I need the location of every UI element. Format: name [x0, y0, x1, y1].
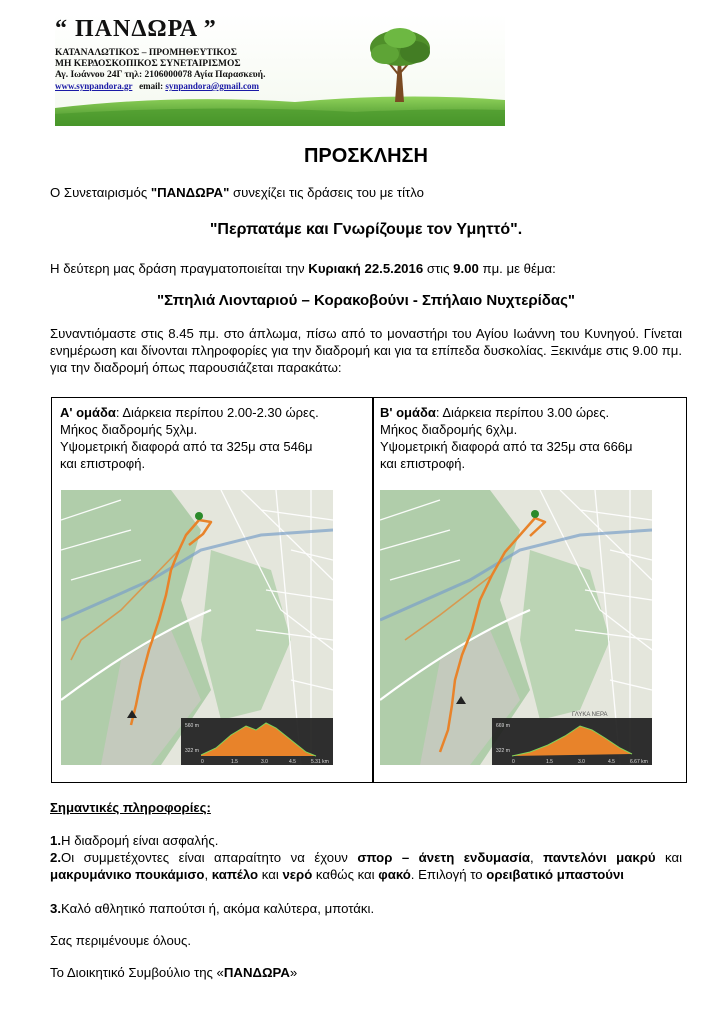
- website-link[interactable]: www.synpandora.gr: [55, 81, 133, 91]
- group-a-route-map: [61, 490, 333, 765]
- group-a-length: Μήκος διαδρομής 5χλμ.: [60, 422, 198, 437]
- group-a-cell: [60, 404, 365, 472]
- group-b-label: Β' ομάδα: [380, 405, 436, 420]
- intro-text: Ο Συνεταιρισμός: [50, 185, 151, 200]
- info-item-1: [50, 832, 682, 849]
- group-b-length: Μήκος διαδρομής 6χλμ.: [380, 422, 518, 437]
- elev-tick: 0: [201, 759, 204, 765]
- signature-org: ΠΑΝΔΩΡΑ: [223, 965, 290, 980]
- info-item-number: 1.: [50, 833, 61, 848]
- info-text: ,: [204, 867, 212, 882]
- group-b-return: και επιστροφή.: [380, 456, 466, 471]
- info-heading: Σημαντικές πληροφορίες:: [50, 800, 211, 815]
- group-b-line1: [380, 404, 685, 421]
- info-text: και: [258, 867, 283, 882]
- letterhead: [55, 14, 505, 126]
- intro-paragraph: [50, 184, 682, 201]
- elev-tick: 1.5: [546, 759, 553, 765]
- place-label: ΓΛΥΚΑ ΝΕΡΑ: [572, 712, 608, 718]
- info-text: Οι συμμετέχοντες είναι απαραίτητο να έχουν: [61, 850, 358, 865]
- table-divider: [372, 398, 374, 782]
- group-b-route-map: [380, 490, 652, 765]
- info-bold: φακό: [378, 867, 411, 882]
- event-text-end: πμ. με θέμα:: [478, 261, 556, 276]
- start-marker-icon: [531, 510, 539, 518]
- info-bold: ορειβατικό μπαστούνι: [486, 867, 624, 882]
- info-item-text: Η διαδρομή είναι ασφαλής.: [61, 833, 219, 848]
- group-b-elevation-profile: [492, 718, 652, 765]
- elev-bottom-label: 322 m: [185, 748, 199, 754]
- route-table: [51, 397, 687, 783]
- info-text: και: [655, 850, 682, 865]
- info-item-number: 2.: [50, 850, 61, 865]
- event-text: Η δεύτερη μας δράση πραγματοποιείται την: [50, 261, 309, 276]
- info-text: καθώς και: [312, 867, 379, 882]
- org-nonprofit-line: ΜΗ ΚΕΡΔΟΣΚΟΠΙΚΟΣ ΣΥΝΕΤΑΙΡΙΣΜΟΣ: [55, 59, 241, 69]
- info-item-3: [50, 900, 682, 917]
- org-name: “ ΠΑΝΔΩΡΑ ”: [55, 16, 217, 42]
- elev-tick: 1.5: [231, 759, 238, 765]
- group-a-elevation-profile: [181, 718, 333, 765]
- elev-top-label: 560 m: [185, 723, 199, 729]
- info-bold: σπορ – άνετη ενδυμασία: [357, 850, 530, 865]
- org-contact-line: [55, 81, 259, 91]
- elev-tick: 3.0: [261, 759, 268, 765]
- signature-text-end: »: [289, 965, 298, 980]
- group-a-elevation: Υψομετρική διαφορά από τα 325μ στα 546μ: [60, 439, 313, 454]
- document-title: ΠΡΟΣΚΛΗΣΗ: [303, 145, 428, 167]
- route-title: "Σπηλιά Λιονταριού – Κορακοβούνι - Σπήλαιο Νυχτερίδας": [156, 292, 576, 309]
- group-a-label: Α' ομάδα: [60, 405, 116, 420]
- email-label: email:: [139, 81, 164, 91]
- elev-top-label: 669 m: [496, 723, 510, 729]
- info-item-2: [50, 849, 682, 883]
- signature-line: [50, 964, 682, 981]
- elev-tick: 3.0: [578, 759, 585, 765]
- org-type-line: ΚΑΤΑΝΑΛΩΤΙΚΟΣ – ΠΡΟΜΗΘΕΥΤΙΚΟΣ: [55, 48, 237, 58]
- elev-tick: 4.5: [289, 759, 296, 765]
- elev-tick: 5.31 km: [311, 759, 329, 765]
- info-bold: καπέλο: [211, 867, 259, 882]
- event-text-mid: στις: [423, 261, 454, 276]
- org-address-line: Αγ. Ιωάννου 24Γ τηλ: 2106000078 Αγία Παρασκευή.: [55, 70, 266, 80]
- group-b-duration: : Διάρκεια περίπου 3.00 ώρες.: [435, 405, 610, 420]
- elev-tick: 6.67 km: [630, 759, 648, 765]
- info-text: . Επιλογή το: [410, 867, 487, 882]
- info-text: ,: [530, 850, 544, 865]
- meeting-paragraph: Συναντιόμαστε στις 8.45 πμ. στο άπλωμα, πίσω από το μοναστήρι του Αγίου Ιωάννη του Κυνηγού. Γίνεται ενημέρωση και δίνονται πληροφορίες για την διαδρομή και για τα επίπεδα δυσκολίας. Ξεκινάμε στις 9.00 πμ. για την διαδρομή όπως παρουσιάζεται παρακάτω:: [50, 326, 682, 375]
- info-item-number: 3.: [50, 901, 61, 916]
- group-b-elevation: Υψομετρική διαφορά από τα 325μ στα 666μ: [380, 439, 633, 454]
- intro-org-name: "ΠΑΝΔΩΡΑ": [150, 185, 230, 200]
- elev-bottom-label: 322 m: [496, 748, 510, 754]
- signature-text: Το Διοικητικό Συμβούλιο της «: [50, 965, 224, 980]
- group-a-line1: [60, 404, 365, 421]
- event-date: Κυριακή 22.5.2016: [308, 261, 424, 276]
- event-time: 9.00: [453, 261, 479, 276]
- email-link[interactable]: synpandora@gmail.com: [165, 81, 259, 91]
- group-a-duration: : Διάρκεια περίπου 2.00-2.30 ώρες.: [115, 405, 319, 420]
- intro-text-end: συνεχίζει τις δράσεις του με τίτλο: [229, 185, 424, 200]
- group-b-cell: [380, 404, 685, 472]
- info-bold: μακρυμάνικο πουκάμισο: [50, 867, 205, 882]
- info-item-text: Καλό αθλητικό παπούτσι ή, ακόμα καλύτερα, μποτάκι.: [61, 901, 375, 916]
- group-a-return: και επιστροφή.: [60, 456, 146, 471]
- start-marker-icon: [195, 512, 203, 520]
- info-bold: παντελόνι μακρύ: [543, 850, 656, 865]
- event-date-paragraph: [50, 260, 682, 277]
- elev-tick: 4.5: [608, 759, 615, 765]
- info-bold: νερό: [282, 867, 313, 882]
- closing-line: Σας περιμένουμε όλους.: [50, 933, 192, 948]
- elev-tick: 0: [512, 759, 515, 765]
- activity-title: "Περπατάμε και Γνωρίζουμε τον Υμηττό".: [209, 221, 523, 238]
